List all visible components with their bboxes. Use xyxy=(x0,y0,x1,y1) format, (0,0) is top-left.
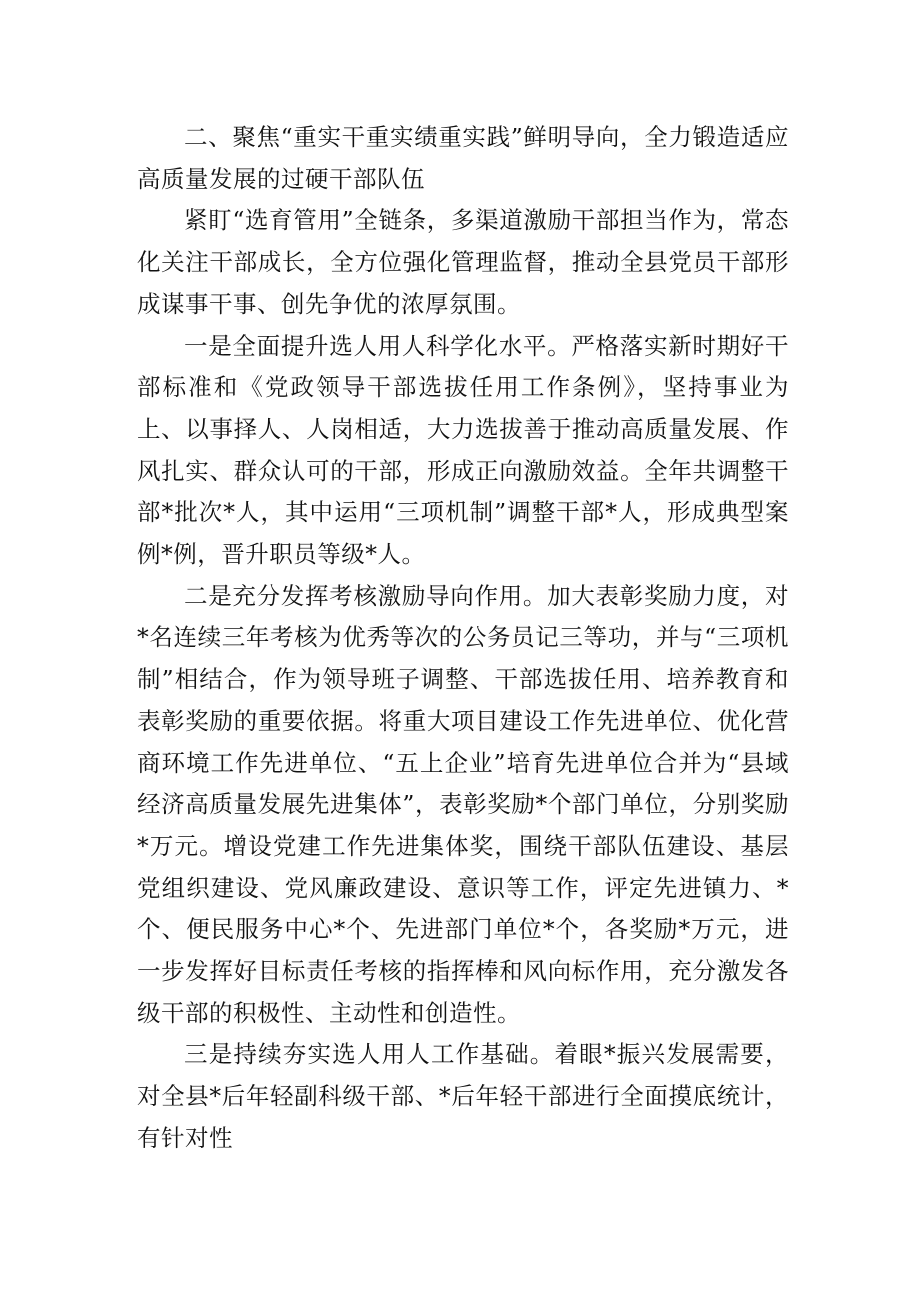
section-heading: 二、聚焦“重实干重实绩重实践”鲜明导向，全力锻造适应高质量发展的过硬干部队伍 xyxy=(137,123,789,193)
paragraph-foundation: 三是持续夯实选人用人工作基础。着眼*振兴发展需要，对全县*后年轻副科级干部、*后年轻干部进行全面摸底统计，有针对性 xyxy=(137,1040,789,1152)
paragraph-selection-appointment: 一是全面提升选人用人科学化水平。严格落实新时期好干部标准和《党政领导干部选拔任用工作条例》，坚持事业为上、以事择人、人岗相适，大力选拔善于推动高质量发展、作风扎实、群众认可的干部，形成正向激励效益。全年共调整干部*批次*人，其中运用“三项机制”调整干部*人，形成典型案例*例，晋升职员等级*人。 xyxy=(137,331,789,569)
document-body xyxy=(137,117,789,1160)
paragraph-assessment-incentive: 二是充分发挥考核激励导向作用。加大表彰奖励力度，对*名连续三年考核为优秀等次的公务员记三等功，并与“三项机制”相结合，作为领导班子调整、干部选拔任用、培养教育和表彰奖励的重要依据。将重大项目建设工作先进单位、优化营商环境工作先进单位、“五上企业”培育先进单位合并为“县域经济高质量发展先进集体”，表彰奖励*个部门单位，分别奖励*万元。增设党建工作先进集体奖，围绕干部队伍建设、基层党组织建设、党风廉政建设、意识等工作，评定先进镇力、*个、便民服务中心*个、先进部门单位*个，各奖励*万元，进一步发挥好目标责任考核的指挥棒和风向标作用，充分激发各级干部的积极性、主动性和创造性。 xyxy=(137,581,789,1027)
intro-paragraph: 紧盯“选育管用”全链条，多渠道激励干部担当作为，常态化关注干部成长，全方位强化管理监督，推动全县党员干部形成谋事干事、创先争优的浓厚氛围。 xyxy=(137,206,789,318)
